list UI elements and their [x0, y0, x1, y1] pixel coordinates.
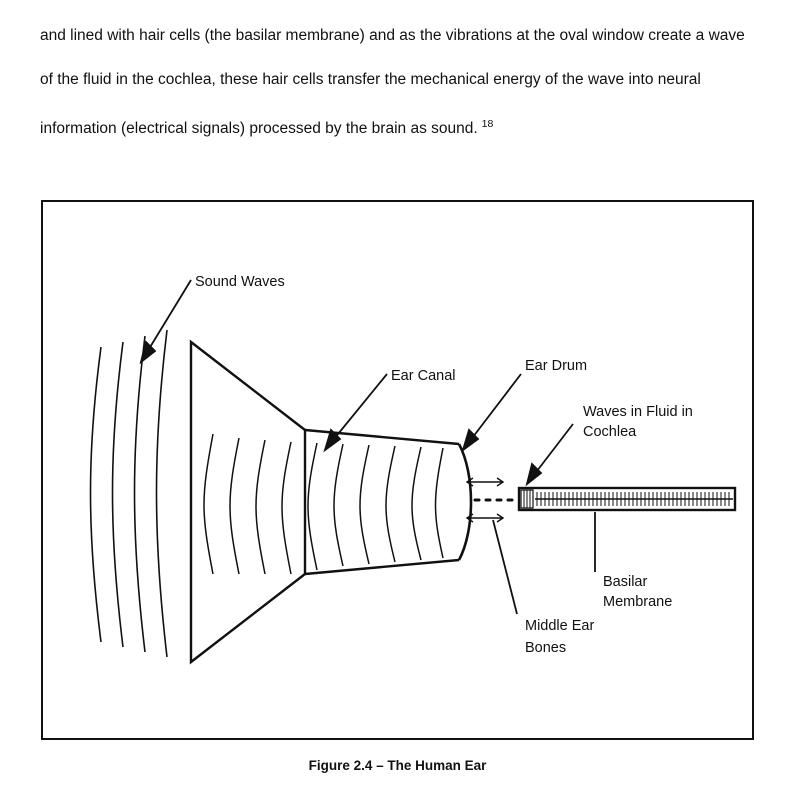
canal-wave-arcs — [204, 434, 443, 574]
footnote-reference: 18 — [481, 118, 494, 130]
body-paragraph — [40, 14, 752, 151]
label-sound-waves: Sound Waves — [195, 274, 285, 290]
sound-wave-arcs — [91, 330, 168, 657]
label-middle-ear-line1: Middle Ear — [525, 618, 595, 634]
cochlea-unrolled — [519, 488, 735, 510]
label-waves-in-fluid-line1: Waves in Fluid in — [583, 404, 693, 420]
label-basilar-line1: Basilar — [603, 574, 648, 590]
label-ear-canal: Ear Canal — [391, 368, 456, 384]
label-basilar-line2: Membrane — [603, 594, 673, 610]
figure-caption: Figure 2.4 – The Human Ear — [308, 758, 487, 773]
middle-ear-bones — [467, 478, 513, 522]
outer-ear-funnel — [191, 342, 305, 662]
paragraph-text: and lined with hair cells (the basilar membrane) and as the vibrations at the oval window create a wave of the fluid in the cochlea, these hair cells transfer the mechanical energy of the wave into neural information (electrical signals) processed by the brain as sound. — [40, 27, 745, 138]
label-ear-drum: Ear Drum — [525, 358, 588, 374]
human-ear-diagram — [43, 202, 756, 742]
figure-container — [41, 200, 754, 740]
ear-drum — [459, 444, 471, 560]
oval-window-hatch — [524, 490, 530, 508]
label-waves-in-fluid-line2: Cochlea — [583, 424, 637, 440]
label-middle-ear-line2: Bones — [525, 640, 567, 656]
